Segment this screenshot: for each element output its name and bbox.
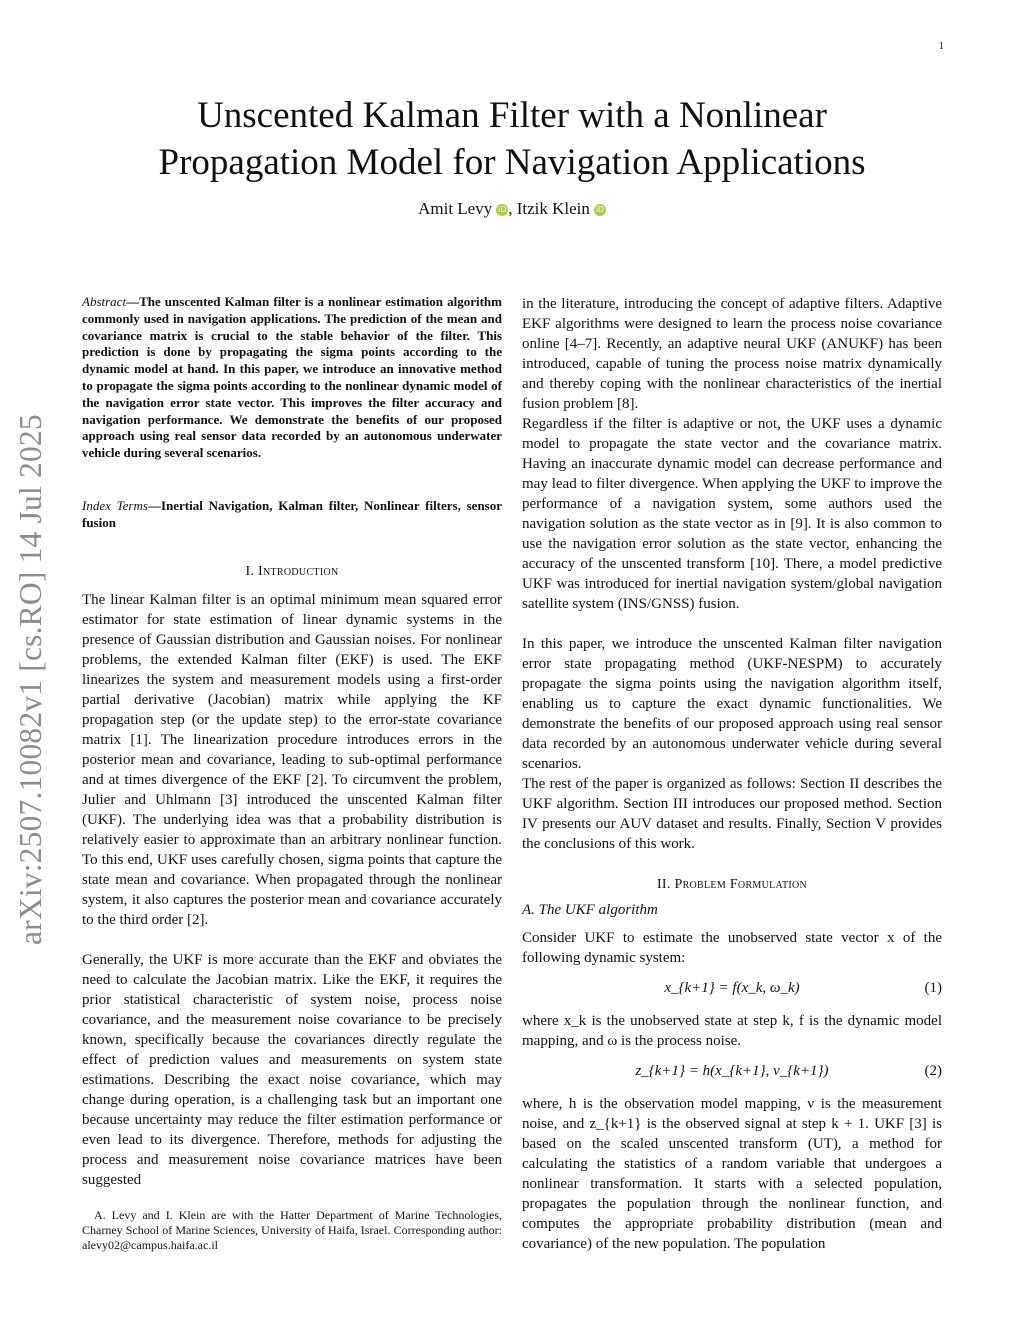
author-name: Amit Levy — [418, 199, 493, 218]
equation-2-number: (2) — [924, 1063, 942, 1079]
equation-1 — [522, 980, 942, 1002]
section-heading-introduction: I. Introduction — [245, 564, 339, 579]
author-name: Itzik Klein — [516, 199, 590, 218]
orcid-icon[interactable]: iD — [498, 205, 507, 214]
equation-2-body: z_{k+1} = h(x_{k+1}, ν_{k+1}) — [635, 1063, 829, 1079]
equation-2 — [522, 1063, 942, 1085]
intro-paragraph-3: in the literature, introducing the concept of adaptive filters. Adaptive EKF algorithms were designed to learn the process noise covariance online [4–7]. Recently, an adaptive neural UKF (ANUKF) has been introduced, capable of tuning the process noise matrix dynamically and thereby coping with the nonlinear characteristics of the inertial fusion problem [8]. — [522, 296, 942, 412]
abstract-label: Abstract — [82, 294, 127, 309]
intro-paragraph-5: In this paper, we introduce the unscented Kalman filter navigation error state propagating method (UKF-NESPM) to accurately propagate the sigma points using the navigation algorithm itself, enabling us to capture the exact dynamic functionalities. We demonstrate the benefits of our proposed approach using real sensor data recorded by an autonomous underwater vehicle during several scenarios. — [522, 636, 942, 772]
author-separator: , — [508, 199, 517, 218]
equation-1-body: x_{k+1} = f(x_k, ω_k) — [664, 980, 800, 996]
abstract-text: —The unscented Kalman filter is a nonlinear estimation algorithm commonly used in navigation applications. The prediction of the mean and covariance matrix is crucial to the stable behavior of the filter. This prediction is done by propagating the sigma points according to the dynamic model at hand. In this paper, we introduce an innovative method to propagate the sigma points according to the nonlinear dynamic model of the navigation error state vector. This improves the filter accuracy and navigation performance. We demonstrate the benefits of our proposed approach using real sensor data recorded by an autonomous underwater vehicle during several scenarios. — [82, 294, 502, 461]
abstract — [82, 294, 502, 462]
intro-paragraph-2: Generally, the UKF is more accurate than the EKF and obviates the need to calculate the Jacobian matrix. Like the EKF, it requires the prior statistical characteristic of system noise, process noise covariance, and the measurement noise covariance to be precisely known, specifically because the covariances directly regulate the effect of prediction values and measurements on system state estimations. Describing the exact noise covariance, which may change during operation, is a challenging task but an important one because uncertainty may reduce the filter estimation performance or even lead to its divergence. Therefore, methods for adjusting the process and measurement noise covariance matrices have been suggested — [82, 952, 502, 1188]
problem-paragraph-2: where x_k is the unobserved state at step k, f is the dynamic model mapping, and ω is the process noise. — [522, 1013, 942, 1049]
paper-title — [0, 92, 1024, 186]
problem-paragraph-3: where, h is the observation model mapping, ν is the measurement noise, and z_{k+1} is the observed signal at step k + 1. UKF [3] is based on the scaled unscented transform (UT), a method for calculating the statistics of a random variable that undergoes a nonlinear transformation. It starts with a selected population, propagates the population through the nonlinear function, and computes the appropriate probability distribution (mean and covariance) of the new population. The population — [522, 1096, 942, 1252]
page-number: 1 — [938, 40, 944, 52]
author-affiliation-footnote: A. Levy and I. Klein are with the Hatter Department of Marine Technologies, Charney School of Marine Sciences, University of Haifa, Israel. Corresponding author: alevy02@campus.haifa.ac.il — [82, 1208, 502, 1252]
author-list — [0, 199, 1024, 219]
index-terms-text: —Inertial Navigation, Kalman filter, Nonlinear filters, sensor fusion — [82, 498, 502, 530]
index-terms-label: Index Terms — [82, 498, 148, 513]
title-line-2: Propagation Model for Navigation Applications — [158, 142, 866, 183]
equation-1-number: (1) — [924, 980, 942, 996]
intro-paragraph-1: The linear Kalman filter is an optimal minimum mean squared error estimator for state estimation of linear dynamic systems in the presence of Gaussian distribution and Gaussian noises. For nonlinear problems, the extended Kalman filter (EKF) is used. The EKF linearizes the system and measurement models using a first-order partial derivative (Jacobian) matrix while applying the KF propagation step (or the update step) to the error-state covariance matrix [1]. The linearization procedure introduces errors in the posterior mean and covariance, leading to sub-optimal performance and at times divergence of the EKF [2]. To circumvent the problem, Julier and Uhlmann [3] introduced the unscented Kalman filter (UKF). The underlying idea was that a probability distribution is relatively easier to approximate than an arbitrary nonlinear function. To this end, UKF uses carefully chosen, sigma points that capture the state mean and covariance. When propagated through the nonlinear system, it also captures the posterior mean and covariance accurately to the third order [2]. — [82, 592, 502, 928]
subsection-heading-ukf: A. The UKF algorithm — [522, 902, 658, 918]
section-heading-problem-formulation: II. Problem Formulation — [656, 877, 808, 892]
intro-paragraph-6: The rest of the paper is organized as follows: Section II describes the UKF algorithm. Section III introduces our proposed method. Section IV presents our AUV dataset and results. Finally, Section V provides the conclusions of this work. — [522, 776, 942, 852]
orcid-icon[interactable]: iD — [595, 205, 605, 214]
intro-paragraph-4: Regardless if the filter is adaptive or not, the UKF uses a dynamic model to propagate the state vector and the covariance matrix. Having an inaccurate dynamic model can decrease performance and may lead to filter divergence. When applying the UKF to improve the performance of a navigation system, some authors used the navigation solution as the state vector as in [9]. It is also common to use the navigation error solution as the state vector, enhancing the accuracy of the unscented transform [10]. There, a model predictive UKF was introduced for inertial navigation system/global navigation satellite system (INS/GNSS) fusion. — [522, 416, 942, 612]
arxiv-identifier-stamp: arXiv:2507.10082v1 [cs.RO] 14 Jul 2025 — [13, 414, 48, 945]
problem-paragraph-1: Consider UKF to estimate the unobserved state vector x of the following dynamic system: — [522, 930, 942, 966]
index-terms — [82, 498, 502, 532]
title-line-1: Unscented Kalman Filter with a Nonlinear — [197, 95, 827, 136]
